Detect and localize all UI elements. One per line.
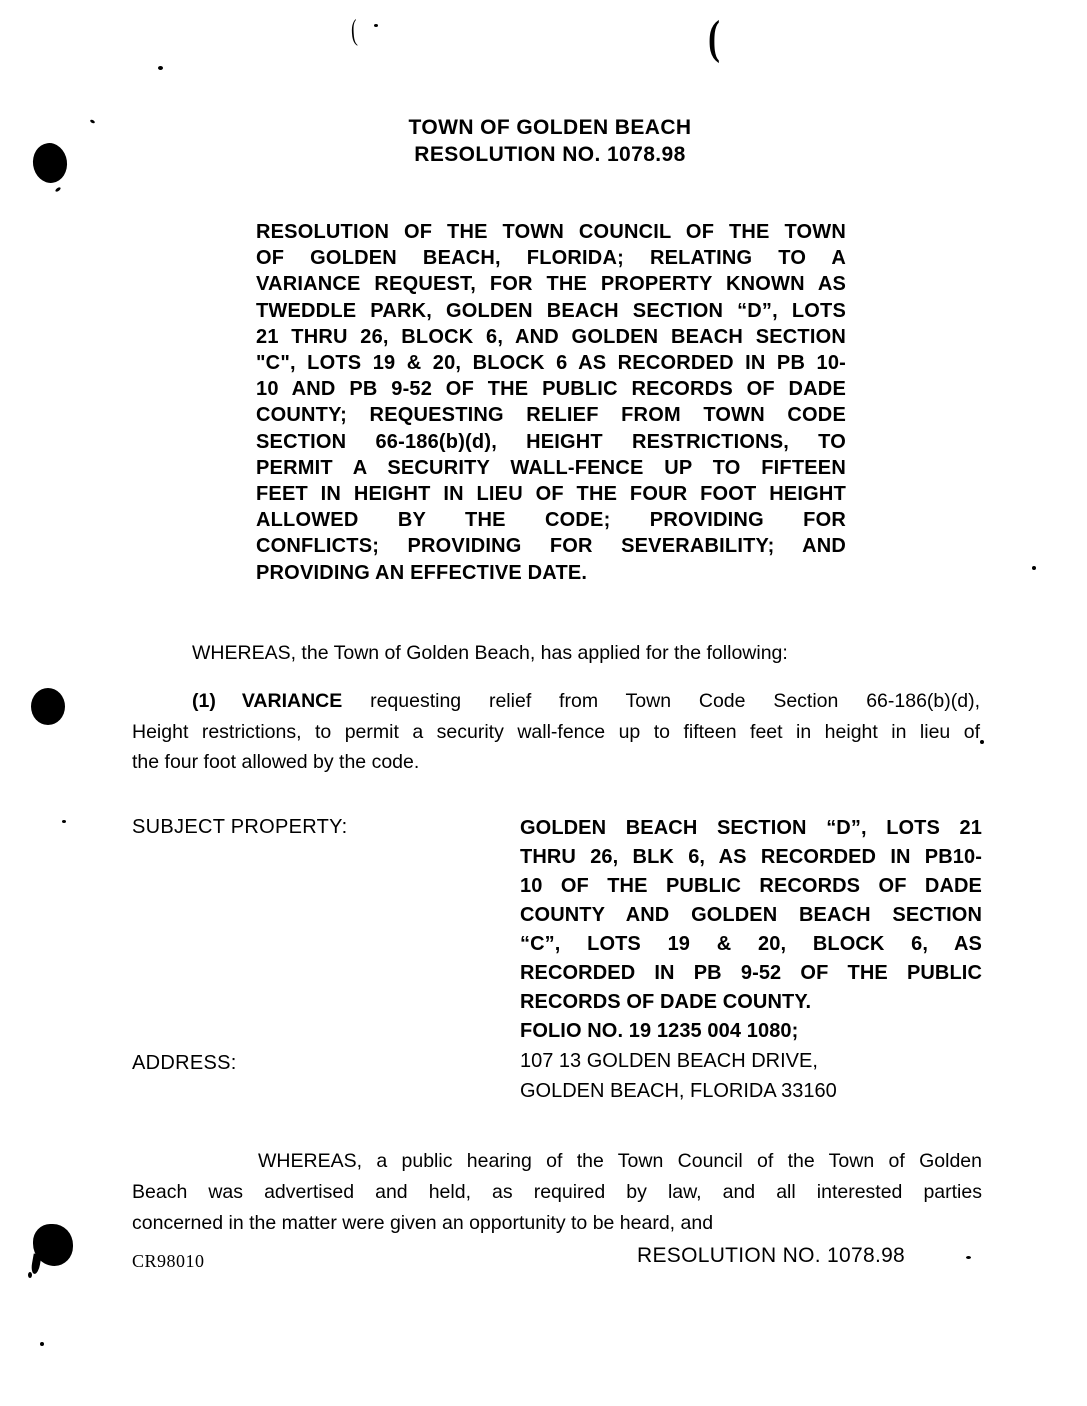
scan-speck-icon (55, 187, 62, 193)
caption-line: RESOLUTION OF THE TOWN COUNCIL OF THE TOWN (256, 221, 846, 243)
variance-line-2: Height restrictions, to permit a security wall-fence up to fifteen feet in height in lieu of (132, 720, 980, 743)
caption-line: SECTION 66-186(b)(d), HEIGHT RESTRICTIONS, TO (256, 430, 846, 453)
scan-speck-icon (1032, 566, 1036, 570)
subject-property-line: RECORDED IN PB 9-52 OF THE PUBLIC (520, 962, 982, 984)
item-number: (1) (192, 690, 216, 712)
address-line-street: 107 13 GOLDEN BEACH DRIVE, (520, 1050, 818, 1072)
caption-line: PERMIT A SECURITY WALL-FENCE UP TO FIFTEEN (256, 456, 846, 479)
footer-resolution-reference: RESOLUTION NO. 1078.98 (637, 1244, 906, 1267)
document-title (256, 114, 844, 168)
caption-line: PROVIDING AN EFFECTIVE DATE. (256, 561, 588, 584)
whereas-hearing-line: WHEREAS, a public hearing of the Town Council of the Town of Golden (258, 1150, 982, 1172)
address-label: ADDRESS: (132, 1052, 237, 1074)
variance-keyword: VARIANCE (241, 690, 343, 712)
whereas-hearing-line: Beach was advertised and held, as required by law, and all interested parties (132, 1181, 982, 1203)
footer-document-code: CR98010 (132, 1251, 205, 1271)
caption-line: ALLOWED BY THE CODE; PROVIDING FOR (256, 509, 846, 532)
subject-property-line: GOLDEN BEACH SECTION “D”, LOTS 21 (520, 817, 982, 839)
address-value (520, 1046, 982, 1106)
caption-line: 21 THRU 26, BLOCK 6, AND GOLDEN BEACH SECTION (256, 325, 846, 348)
variance-line-1 (132, 686, 980, 717)
hole-punch-mark-bottom-icon (33, 1224, 73, 1266)
title-line-town: TOWN OF GOLDEN BEACH (408, 116, 692, 139)
caption-line: 10 AND PB 9-52 OF THE PUBLIC RECORDS OF DADE (256, 378, 846, 401)
hole-punch-mark-middle-icon (31, 688, 65, 725)
scan-speck-icon (90, 119, 96, 124)
whereas-hearing-line: concerned in the matter were given an opportunity to be heard, and (132, 1212, 714, 1234)
caption-line: FEET IN HEIGHT IN LIEU OF THE FOUR FOOT HEIGHT (256, 483, 846, 506)
address-line-city: GOLDEN BEACH, FLORIDA 33160 (520, 1080, 837, 1102)
caption-line: OF GOLDEN BEACH, FLORIDA; RELATING TO A (256, 247, 846, 270)
subject-property-description (520, 814, 982, 1046)
scan-speck-icon (158, 66, 163, 70)
scan-speck-icon (966, 1256, 971, 1259)
caption-line: CONFLICTS; PROVIDING FOR SEVERABILITY; AND (256, 535, 846, 558)
scan-speck-icon (28, 1272, 32, 1278)
caption-line: VARIANCE REQUEST, FOR THE PROPERTY KNOWN AS (256, 273, 846, 296)
variance-item-paragraph (132, 686, 980, 778)
caption-line: "C", LOTS 19 & 20, BLOCK 6 AS RECORDED IN PB 10- (256, 352, 846, 375)
hole-punch-mark-top-icon (30, 141, 69, 185)
variance-line-1-text: requesting relief from Town Code Section 66-186(b)(d), (370, 690, 980, 712)
subject-property-line: “C”, LOTS 19 & 20, BLOCK 6, AS (520, 933, 982, 955)
scan-speck-icon (62, 820, 66, 823)
variance-line-3: the four foot allowed by the code. (132, 751, 420, 773)
caption-line: COUNTY; REQUESTING RELIEF FROM TOWN CODE (256, 404, 846, 427)
scan-paren-mark-small-icon: ( (349, 13, 358, 48)
whereas-intro-line: WHEREAS, the Town of Golden Beach, has applied for the following: (192, 642, 788, 664)
subject-property-line: RECORDS OF DADE COUNTY. (520, 991, 812, 1013)
whereas-intro-paragraph (132, 638, 980, 669)
subject-property-label: SUBJECT PROPERTY: (132, 816, 348, 838)
scan-paren-mark-large-icon: ( (707, 11, 720, 64)
scan-speck-icon (980, 740, 984, 744)
resolution-caption-block (256, 219, 846, 586)
subject-property-line: 10 OF THE PUBLIC RECORDS OF DADE (520, 875, 982, 897)
caption-line: TWEDDLE PARK, GOLDEN BEACH SECTION “D”, LOTS (256, 299, 846, 322)
scan-speck-icon (374, 24, 378, 27)
subject-property-line: THRU 26, BLK 6, AS RECORDED IN PB10- (520, 846, 982, 868)
folio-number-line: FOLIO NO. 19 1235 004 1080; (520, 1020, 799, 1042)
scan-speck-icon (40, 1342, 44, 1346)
subject-property-line: COUNTY AND GOLDEN BEACH SECTION (520, 904, 982, 926)
title-line-resolution-number: RESOLUTION NO. 1078.98 (414, 143, 686, 166)
whereas-hearing-paragraph (132, 1146, 982, 1239)
